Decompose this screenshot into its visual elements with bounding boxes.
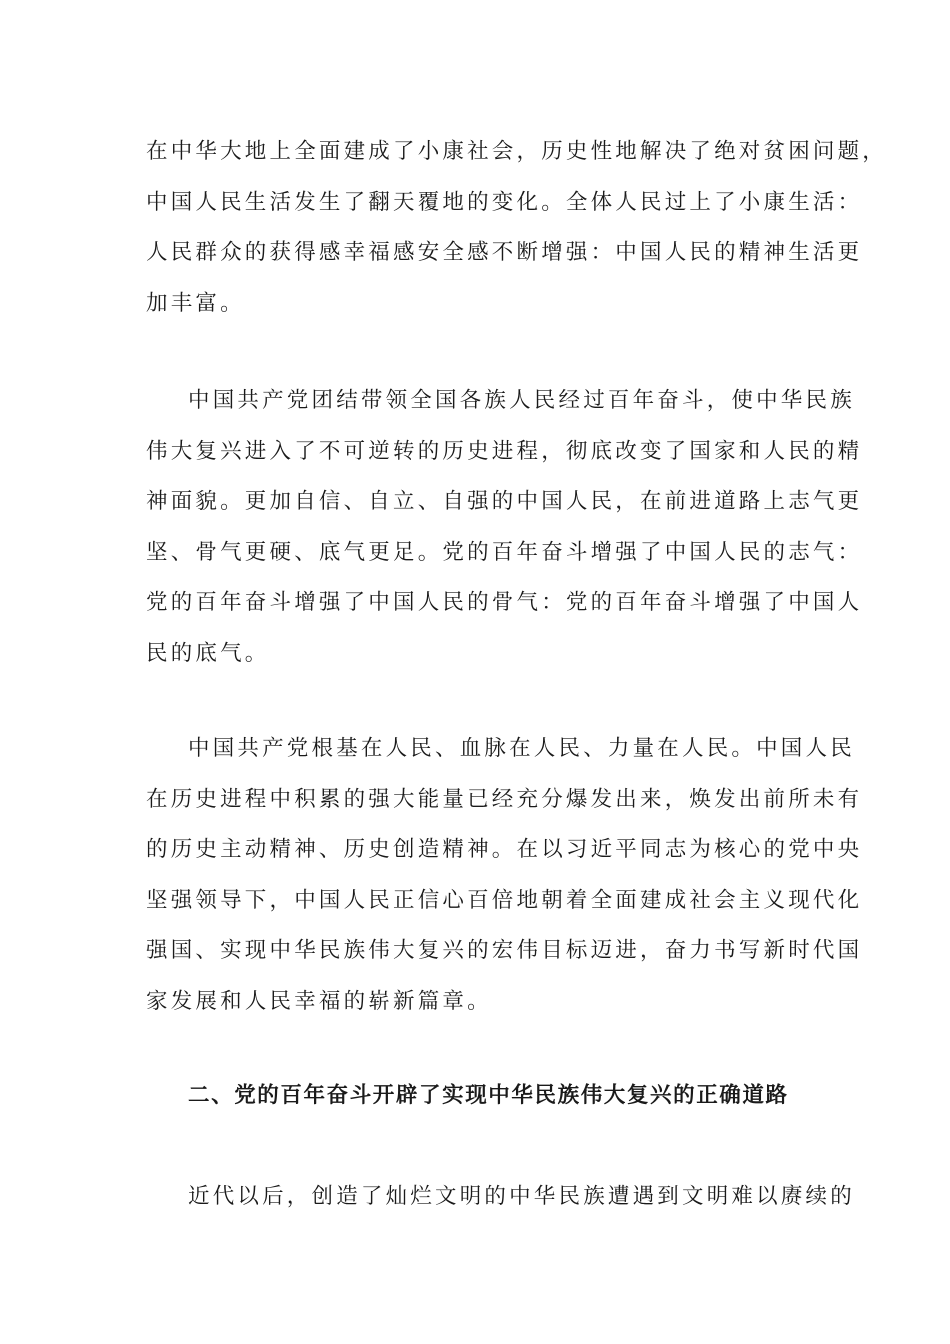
paragraph-2 <box>146 376 863 679</box>
paragraph-line: 民的底气。 <box>146 640 270 666</box>
paragraph-line: 在中华大地上全面建成了小康社会，历史性地解决了绝对贫困问题， <box>146 139 888 164</box>
paragraph-line: 中国共产党根基在人民、血脉在人民、力量在人民。中国人民 <box>188 736 855 761</box>
paragraph-line: 的历史主动精神、历史创造精神。在以习近平同志为核心的党中央 <box>146 837 863 862</box>
paragraph-line: 伟大复兴进入了不可逆转的历史进程，彻底改变了国家和人民的精 <box>146 438 863 464</box>
section-heading: 二、党的百年奋斗开辟了实现中华民族伟大复兴的正确道路 <box>188 1083 789 1108</box>
paragraph-line: 强国、实现中华民族伟大复兴的宏伟目标迈进，奋力书写新时代国 <box>146 938 863 963</box>
paragraph-4 <box>146 1172 855 1223</box>
paragraph-line: 坚强领导下，中国人民正信心百倍地朝着全面建成社会主义现代化 <box>146 887 863 913</box>
paragraph-line: 中国人民生活发生了翻天覆地的变化。全体人民过上了小康生活： <box>146 189 863 215</box>
paragraph-line: 坚、骨气更硬、底气更足。党的百年奋斗增强了中国人民的志气： <box>146 539 863 565</box>
paragraph-line: 党的百年奋斗增强了中国人民的骨气：党的百年奋斗增强了中国人 <box>146 590 863 615</box>
paragraph-line: 中国共产党团结带领全国各族人民经过百年奋斗，使中华民族 <box>188 388 855 413</box>
paragraph-line: 神面貌。更加自信、自立、自强的中国人民，在前进道路上志气更 <box>146 489 863 514</box>
paragraph-line: 在历史进程中积累的强大能量已经充分爆发出来，焕发出前所未有 <box>146 786 863 812</box>
paragraph-line: 加丰富。 <box>146 290 245 316</box>
paragraph-line: 人民群众的获得感幸福感安全感不断增强：中国人民的精神生活更 <box>146 240 863 265</box>
paragraph-3 <box>146 724 863 1027</box>
paragraph-line: 近代以后，创造了灿烂文明的中华民族遭遇到文明难以赓续的 <box>188 1184 855 1209</box>
paragraph-line: 家发展和人民幸福的崭新篇章。 <box>146 988 492 1014</box>
paragraph-1 <box>146 127 888 329</box>
